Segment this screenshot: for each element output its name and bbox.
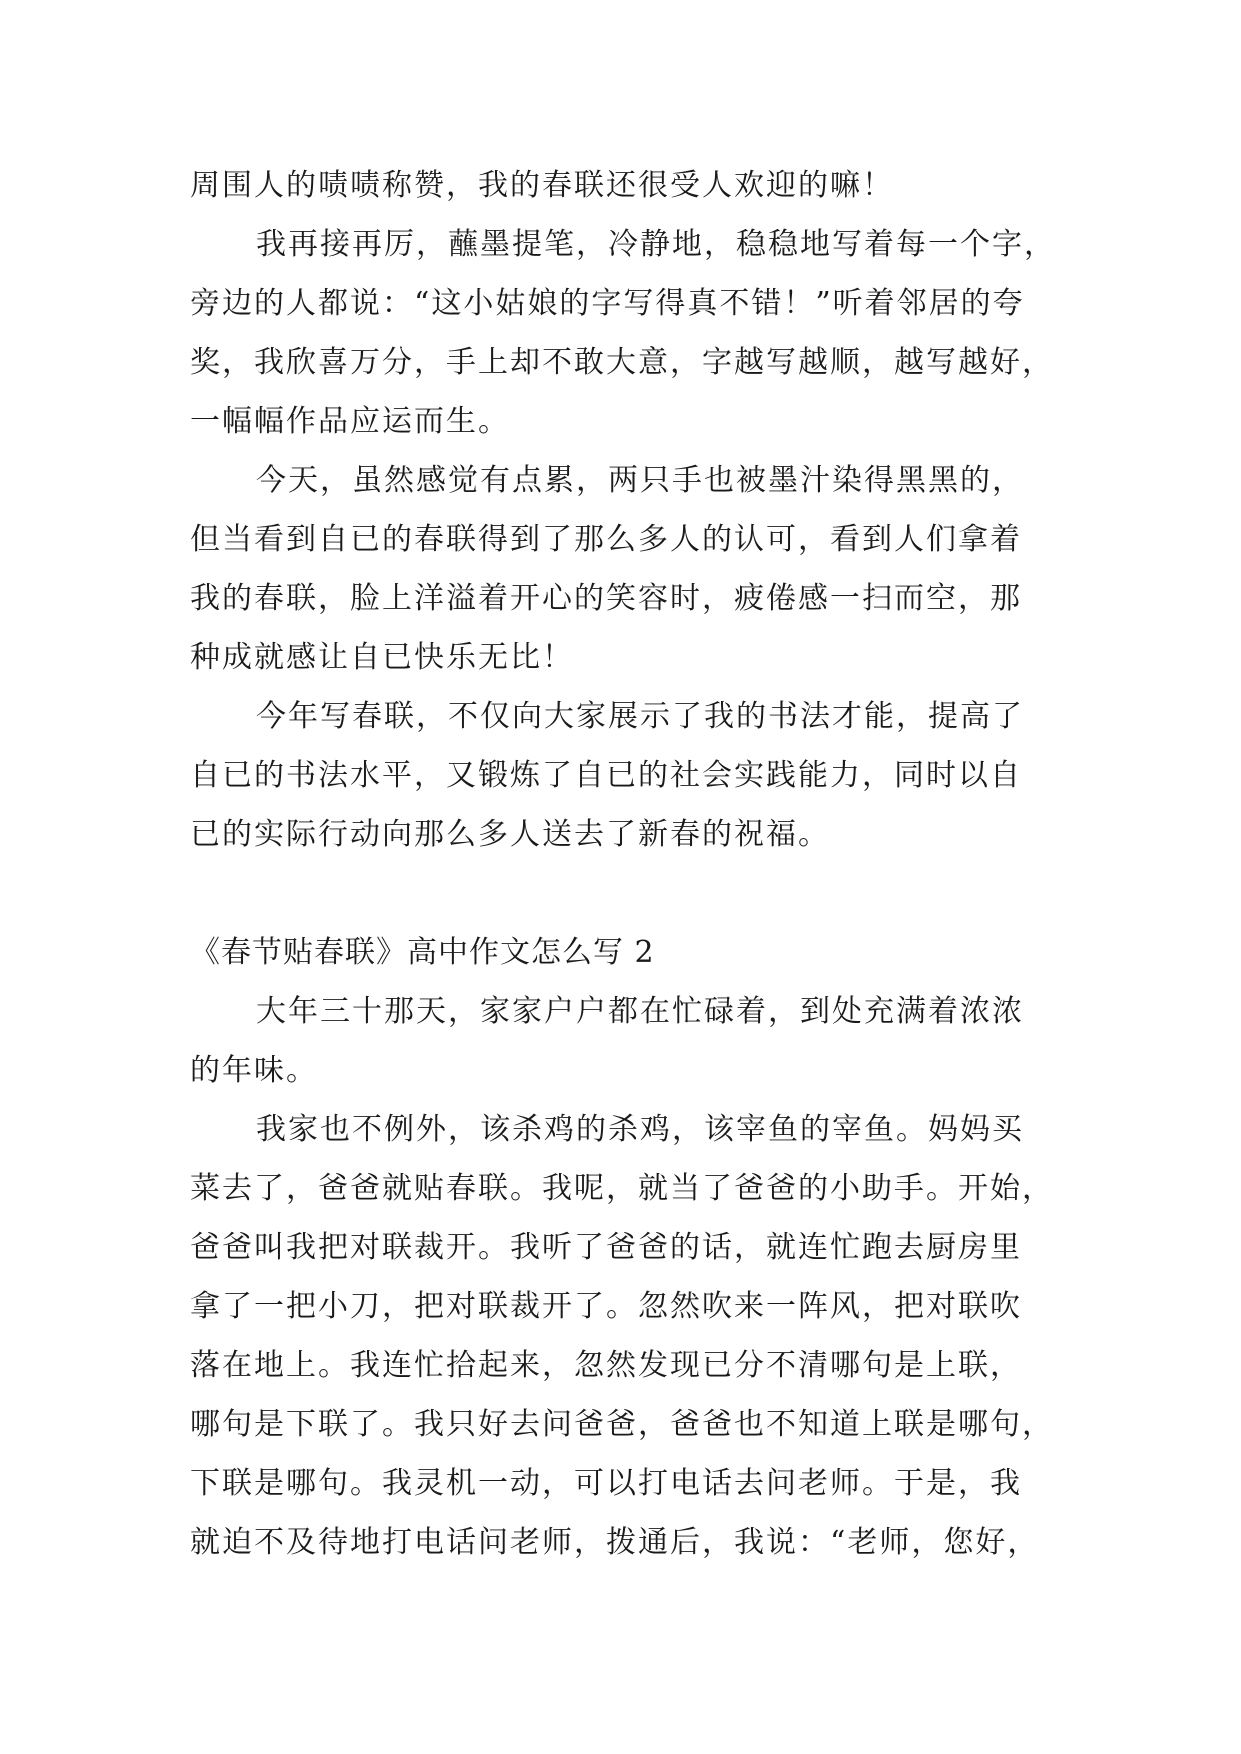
text-line: 奖，我欣喜万分，手上却不敢大意，字越写越顺，越写越好， — [190, 345, 1054, 380]
text-line: 今年写春联，不仅向大家展示了我的书法才能，提高了 — [256, 699, 1024, 734]
text-line: 今天，虽然感觉有点累，两只手也被墨汁染得黑黑的， — [256, 463, 1024, 498]
text-line: 下联是哪句。我灵机一动，可以打电话去问老师。于是，我 — [190, 1466, 1022, 1501]
text-line: 一幅幅作品应运而生。 — [190, 404, 510, 439]
text-line: 周围人的啧啧称赞，我的春联还很受人欢迎的嘛！ — [190, 168, 894, 203]
text-line: 种成就感让自已快乐无比！ — [190, 640, 574, 675]
text-line: 但当看到自已的春联得到了那么多人的认可，看到人们拿着 — [190, 522, 1022, 557]
text-line: 就迫不及待地打电话问老师，拨通后，我说：“老师，您好， — [190, 1525, 1040, 1560]
text-line: 的年味。 — [190, 1053, 318, 1088]
text-line: 哪句是下联了。我只好去问爸爸，爸爸也不知道上联是哪句， — [190, 1407, 1054, 1442]
text-line: 旁边的人都说：“这小姑娘的字写得真不错！”听着邻居的夸 — [190, 286, 1025, 321]
section-gap — [190, 864, 1060, 923]
section-heading: 《春节贴春联》高中作文怎么写 2 — [190, 935, 655, 970]
text-line: 已的实际行动向那么多人送去了新春的祝福。 — [190, 817, 830, 852]
text-line: 菜去了，爸爸就贴春联。我呢，就当了爸爸的小助手。开始， — [190, 1171, 1054, 1206]
text-line: 拿了一把小刀，把对联裁开了。忽然吹来一阵风，把对联吹 — [190, 1289, 1022, 1324]
text-line: 我再接再厉，蘸墨提笔，冷静地，稳稳地写着每一个字， — [256, 227, 1056, 262]
essay-text — [190, 156, 1060, 1572]
text-line: 爸爸叫我把对联裁开。我听了爸爸的话，就连忙跑去厨房里 — [190, 1230, 1022, 1265]
text-line: 自已的书法水平，又锻炼了自已的社会实践能力，同时以自 — [190, 758, 1022, 793]
text-line: 大年三十那天，家家户户都在忙碌着，到处充满着浓浓 — [256, 994, 1024, 1029]
text-line: 我家也不例外，该杀鸡的杀鸡，该宰鱼的宰鱼。妈妈买 — [256, 1112, 1024, 1147]
text-line: 我的春联，脸上洋溢着开心的笑容时，疲倦感一扫而空，那 — [190, 581, 1022, 616]
text-line: 落在地上。我连忙拾起来，忽然发现已分不清哪句是上联， — [190, 1348, 1022, 1383]
